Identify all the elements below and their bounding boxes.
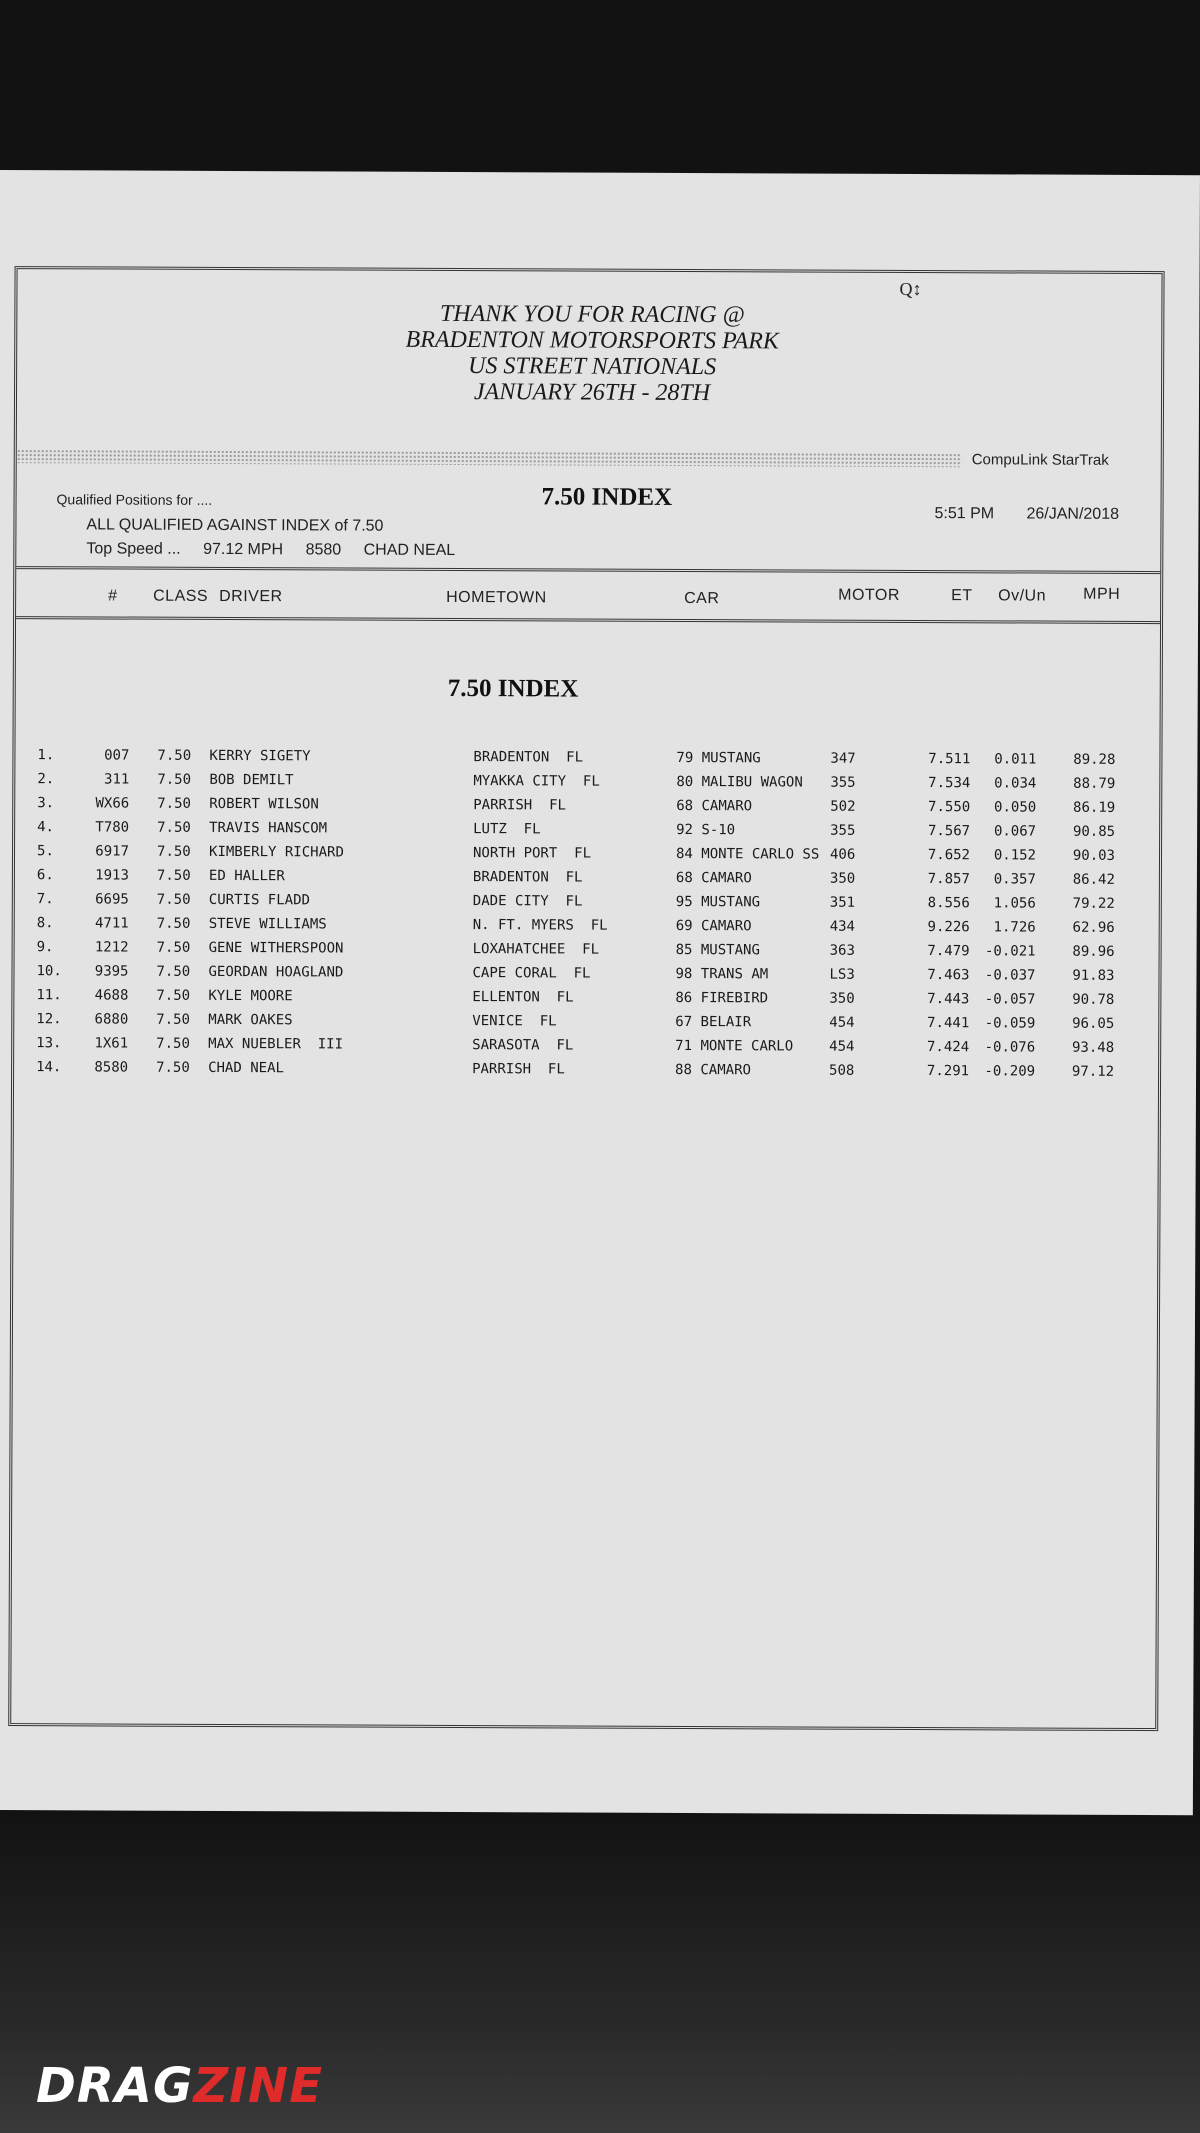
cell-pos: 3. — [37, 795, 55, 812]
cell-pos: 9. — [36, 939, 54, 956]
cell-pos: 11. — [36, 987, 62, 1004]
cell-driver: KERRY SIGETY — [209, 747, 311, 765]
print-date: 26/JAN/2018 — [1026, 505, 1120, 523]
cell-mph: 90.85 — [1072, 823, 1116, 840]
cell-num: 007 — [104, 747, 130, 764]
cell-motor: 454 — [829, 1038, 855, 1055]
cell-driver: CURTIS FLADD — [208, 891, 311, 909]
cell-driver: GENE WITHERSPOON — [208, 939, 344, 957]
cell-driver: BOB DEMILT — [209, 771, 294, 789]
cell-hometown: DADE CITY FL — [472, 893, 583, 910]
cell-driver: MARK OAKES — [208, 1011, 293, 1029]
divider-top — [16, 566, 1160, 574]
sheet-frame — [8, 266, 1164, 1731]
cell-ovun: -0.021 — [984, 943, 1036, 960]
cell-motor: 363 — [829, 942, 855, 959]
background-top — [0, 0, 1200, 185]
cell-hometown: VENICE FL — [472, 1013, 557, 1030]
cell-num: 1913 — [95, 867, 129, 884]
cell-et: 7.857 — [927, 871, 970, 888]
cell-class: 7.50 — [156, 1059, 190, 1076]
top-speed-label: Top Speed ... — [86, 540, 181, 558]
column-header-mph: MPH — [1083, 585, 1121, 603]
cell-car: 80 MALIBU WAGON — [676, 773, 803, 791]
cell-mph: 97.12 — [1071, 1063, 1115, 1080]
cell-hometown: CAPE CORAL FL — [472, 965, 591, 982]
cell-car: 68 CAMARO — [676, 797, 753, 815]
cell-class: 7.50 — [156, 915, 191, 932]
cell-ovun: -0.057 — [984, 991, 1036, 1008]
cell-num: 9395 — [94, 963, 129, 980]
cell-motor: 351 — [829, 894, 856, 911]
header-line-3: US STREET NATIONALS — [468, 353, 717, 381]
cell-pos: 13. — [36, 1035, 62, 1052]
logo-part-zine: ZINE — [193, 2058, 323, 2114]
divider-columns — [16, 616, 1160, 624]
cell-mph: 90.03 — [1072, 847, 1116, 864]
cell-num: 4688 — [94, 987, 129, 1004]
cell-et: 7.463 — [927, 967, 970, 984]
cell-ovun: 1.056 — [993, 895, 1036, 912]
cell-mph: 79.22 — [1072, 895, 1115, 912]
cell-num: 6880 — [94, 1011, 129, 1028]
cell-motor: 508 — [829, 1062, 855, 1079]
cell-driver: MAX NUEBLER III — [208, 1035, 344, 1053]
cell-mph: 86.42 — [1072, 871, 1115, 888]
logo-part-drag: DRAG — [36, 2058, 194, 2114]
cell-motor: 502 — [830, 798, 856, 815]
cell-mph: 93.48 — [1071, 1039, 1115, 1056]
cell-motor: 355 — [830, 774, 856, 791]
cell-car: 84 MONTE CARLO SS — [675, 845, 820, 863]
cell-pos: 7. — [36, 891, 54, 908]
cell-mph: 96.05 — [1072, 1015, 1115, 1032]
cell-car: 86 FIREBIRD — [675, 989, 769, 1007]
cell-motor: 406 — [829, 846, 856, 863]
column-header-num: # — [108, 587, 118, 605]
cell-class: 7.50 — [156, 987, 191, 1004]
cell-hometown: MYAKKA CITY FL — [473, 773, 600, 790]
cell-num: 1X61 — [94, 1035, 129, 1052]
cell-num: T780 — [95, 819, 130, 836]
column-header-ovun: Ov/Un — [998, 587, 1047, 605]
cell-et: 7.567 — [927, 823, 971, 840]
cell-hometown: LUTZ FL — [473, 821, 541, 838]
column-header-motor: MOTOR — [838, 586, 900, 604]
cell-ovun: -0.076 — [984, 1039, 1036, 1056]
cell-ovun: 0.357 — [993, 871, 1036, 888]
cell-motor: 350 — [829, 990, 855, 1007]
cell-class: 7.50 — [157, 795, 191, 812]
cell-et: 7.424 — [926, 1039, 970, 1056]
cell-pos: 5. — [36, 843, 54, 860]
cell-pos: 4. — [37, 819, 55, 836]
cell-car: 95 MUSTANG — [675, 893, 761, 911]
column-header-et: ET — [951, 587, 973, 605]
header-line-4: JANUARY 26TH - 28TH — [473, 379, 711, 407]
cell-et: 7.511 — [928, 751, 971, 768]
cell-class: 7.50 — [157, 771, 192, 788]
cell-mph: 89.96 — [1072, 943, 1115, 960]
cell-hometown: ELLENTON FL — [472, 989, 574, 1006]
cell-mph: 88.79 — [1073, 775, 1116, 792]
cell-hometown: N. FT. MYERS FL — [472, 917, 608, 934]
column-header-hometown: HOMETOWN — [446, 588, 547, 607]
cell-pos: 8. — [36, 915, 54, 932]
header-line-1: THANK YOU FOR RACING @ — [439, 300, 745, 329]
column-header-class: CLASS — [153, 587, 209, 605]
cell-car: 79 MUSTANG — [676, 749, 761, 767]
corner-mark: Q↕ — [899, 278, 922, 300]
cell-ovun: -0.059 — [984, 1015, 1036, 1032]
cell-car: 67 BELAIR — [675, 1013, 752, 1031]
cell-class: 7.50 — [156, 843, 191, 860]
top-speed-number: 8580 — [305, 541, 342, 559]
column-header-car: CAR — [684, 589, 720, 608]
cell-et: 7.441 — [927, 1015, 970, 1032]
cell-ovun: 0.034 — [994, 775, 1037, 792]
cell-ovun: 0.011 — [994, 751, 1037, 768]
qualified-against: ALL QUALIFIED AGAINST INDEX of 7.50 — [86, 516, 384, 535]
table-row — [14, 1059, 1158, 1088]
index-title: 7.50 INDEX — [541, 483, 673, 511]
header-line-2: BRADENTON MOTORSPORTS PARK — [405, 326, 779, 355]
top-speed-value: 97.12 MPH — [203, 540, 284, 559]
cell-et: 7.291 — [926, 1063, 970, 1080]
cell-et: 7.479 — [927, 943, 970, 960]
brand-label: CompuLink StarTrak — [971, 451, 1109, 469]
cell-et: 7.443 — [927, 991, 970, 1008]
cell-et: 7.534 — [928, 775, 971, 792]
column-header-driver: DRIVER — [219, 587, 283, 606]
cell-et: 7.550 — [928, 799, 971, 816]
cell-motor: 347 — [830, 750, 856, 767]
cell-class: 7.50 — [156, 963, 191, 980]
top-speed-driver: CHAD NEAL — [363, 541, 456, 559]
cell-motor: 355 — [830, 822, 856, 839]
cell-ovun: -0.037 — [984, 967, 1036, 984]
cell-motor: LS3 — [829, 966, 855, 983]
cell-num: 4711 — [94, 915, 129, 932]
cell-pos: 2. — [37, 771, 55, 788]
cell-num: 8580 — [94, 1059, 129, 1076]
cell-driver: TRAVIS HANSCOM — [209, 819, 328, 837]
cell-motor: 350 — [829, 870, 856, 887]
cell-ovun: 0.152 — [993, 847, 1037, 864]
dotted-separator — [17, 449, 962, 467]
cell-pos: 14. — [36, 1059, 62, 1076]
cell-hometown: BRADENTON FL — [472, 869, 583, 886]
results-sheet — [0, 170, 1200, 1815]
cell-pos: 10. — [36, 963, 62, 980]
cell-motor: 434 — [829, 918, 856, 935]
cell-hometown: LOXAHATCHEE FL — [472, 941, 600, 958]
cell-car: 71 MONTE CARLO — [675, 1037, 794, 1055]
cell-pos: 6. — [36, 867, 54, 884]
cell-et: 7.652 — [927, 847, 971, 864]
cell-mph: 90.78 — [1072, 991, 1115, 1008]
cell-driver: ROBERT WILSON — [209, 795, 319, 813]
dragzine-logo — [36, 2058, 323, 2114]
cell-car: 68 CAMARO — [675, 869, 752, 887]
cell-pos: 12. — [36, 1011, 62, 1028]
cell-class: 7.50 — [156, 891, 191, 908]
cell-car: 98 TRANS AM — [675, 965, 769, 983]
cell-car: 69 CAMARO — [675, 917, 752, 935]
cell-mph: 89.28 — [1073, 751, 1116, 768]
cell-driver: KYLE MOORE — [208, 987, 293, 1005]
cell-num: 6917 — [95, 843, 130, 860]
cell-ovun: 0.067 — [993, 823, 1037, 840]
cell-num: 311 — [104, 771, 130, 788]
cell-et: 8.556 — [927, 895, 970, 912]
cell-hometown: PARRISH FL — [472, 1061, 565, 1078]
print-time: 5:51 PM — [934, 505, 995, 523]
cell-car: 92 S-10 — [676, 821, 736, 839]
section-title: 7.50 INDEX — [447, 674, 579, 703]
cell-pos: 1. — [37, 747, 55, 764]
cell-driver: CHAD NEAL — [208, 1059, 284, 1077]
cell-class: 7.50 — [157, 747, 192, 764]
cell-car: 88 CAMARO — [675, 1061, 751, 1079]
cell-driver: GEORDAN HOAGLAND — [208, 963, 344, 981]
cell-class: 7.50 — [156, 1035, 190, 1052]
cell-mph: 91.83 — [1072, 967, 1115, 984]
cell-ovun: 1.726 — [993, 919, 1036, 936]
cell-hometown: PARRISH FL — [473, 797, 566, 814]
cell-driver: KIMBERLY RICHARD — [208, 843, 344, 861]
cell-hometown: BRADENTON FL — [473, 749, 584, 766]
qualified-label: Qualified Positions for .... — [56, 491, 213, 508]
cell-num: 1212 — [94, 939, 129, 956]
cell-hometown: SARASOTA FL — [472, 1037, 574, 1054]
top-speed-line — [86, 540, 473, 560]
cell-mph: 86.19 — [1073, 799, 1116, 816]
cell-class: 7.50 — [156, 1011, 191, 1028]
cell-et: 9.226 — [927, 919, 970, 936]
cell-ovun: -0.209 — [984, 1063, 1036, 1080]
cell-driver: STEVE WILLIAMS — [208, 915, 327, 933]
cell-driver: ED HALLER — [208, 867, 285, 885]
cell-ovun: 0.050 — [994, 799, 1037, 816]
cell-class: 7.50 — [156, 939, 191, 956]
cell-hometown: NORTH PORT FL — [472, 845, 592, 862]
cell-car: 85 MUSTANG — [675, 941, 760, 959]
cell-mph: 62.96 — [1072, 919, 1115, 936]
cell-num: 6695 — [95, 891, 129, 908]
cell-num: WX66 — [95, 795, 130, 812]
cell-motor: 454 — [829, 1014, 855, 1031]
cell-class: 7.50 — [157, 819, 191, 836]
cell-class: 7.50 — [156, 867, 191, 884]
